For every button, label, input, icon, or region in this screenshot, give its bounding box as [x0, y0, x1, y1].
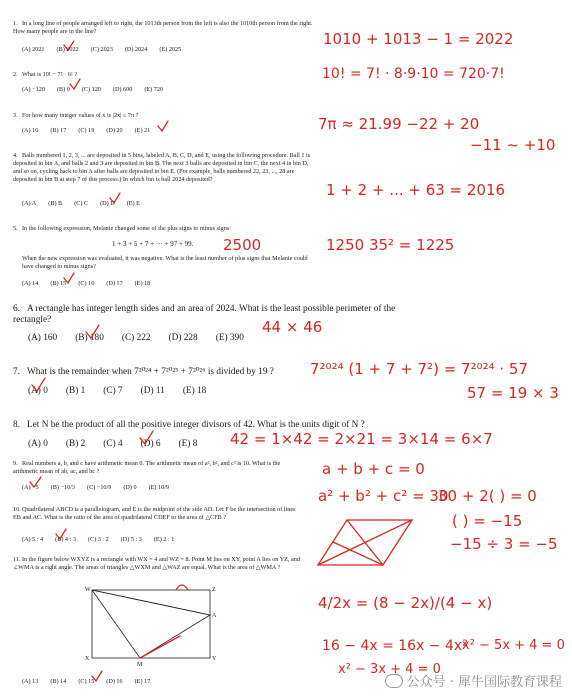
question-number: 7.: [13, 367, 20, 377]
question-5-text-2: When the new expression was evaluated, it was negative. What is the least number of plus signs that Melanie could have changed to minus signs?: [22, 255, 308, 270]
figure-annotation: [140, 636, 180, 658]
option-c[interactable]: (C) 16: [78, 280, 95, 287]
handwritten-note-q9d: ( ) = −15: [452, 512, 523, 530]
question-number: 1.: [13, 20, 18, 27]
option-b[interactable]: (B) 14: [50, 678, 67, 685]
option-b[interactable]: (B) 2022: [56, 46, 79, 53]
question-5-equation: 1 + 3 + 5 + 7 + ··· + 97 + 99.: [112, 240, 194, 248]
option-c[interactable]: (C) 3 : 2: [87, 536, 109, 543]
option-d[interactable]: (D) 2024: [124, 46, 148, 53]
handwritten-note-q5b: 1250 35² = 1225: [326, 236, 455, 254]
option-e[interactable]: (E) 21: [134, 127, 151, 134]
check-mark: [64, 273, 74, 283]
option-e[interactable]: (E) 10/9: [148, 484, 170, 491]
handwritten-note-q3: 7π ≈ 21.99 −22 + 20: [318, 115, 480, 133]
question-text: Balls numbered 1, 2, 3, ... are deposited in 5 bins, labeled A, B, C, D, and E, using the following procedure. Ball 1 is deposited in bin A, and balls 2 and 3 are deposited in bin B. The next 3 balls are deposited in bin C, the next 4 in bin D, and so on, cycling back to bin A after balls are deposited in bin E. (For example, balls numbered 22, 23, ..., 28 are deposited in bin B at step 7 of this process.) In which bin is ball 2024 deposited?: [13, 152, 311, 183]
handwritten-note-q9c: 30 + 2( ) = 0: [438, 487, 537, 505]
diagonal-sketch: [347, 520, 383, 565]
option-d[interactable]: (D) 16: [106, 678, 123, 685]
question-number: 6.: [13, 304, 20, 314]
question-number: 9.: [13, 460, 18, 467]
check-mark: [56, 529, 66, 539]
option-a[interactable]: (A) A: [22, 200, 37, 207]
label-z: Z: [212, 587, 216, 593]
question-number: 5.: [13, 225, 18, 232]
option-e[interactable]: (E) 2025: [159, 46, 182, 53]
label-a: A: [212, 613, 217, 619]
option-a[interactable]: (A) 5 : 4: [22, 536, 44, 543]
option-e[interactable]: (E) E: [126, 200, 140, 207]
option-b[interactable]: (B) 17: [50, 127, 67, 134]
option-c[interactable]: (C) 222: [121, 333, 151, 343]
check-mark: [158, 121, 168, 131]
option-a[interactable]: (A) 0: [28, 386, 48, 396]
option-b[interactable]: (B) 15: [50, 280, 67, 287]
check-mark: [30, 477, 41, 487]
option-a[interactable]: (A) −5: [22, 484, 39, 491]
option-c[interactable]: (C) 120: [81, 86, 101, 93]
option-d[interactable]: (D) 0: [123, 484, 137, 491]
handwritten-note-q9e: −15 ÷ 3 = −5: [450, 535, 558, 553]
option-b[interactable]: (B) B: [48, 200, 63, 207]
option-d[interactable]: (D) 17: [106, 280, 123, 287]
option-a[interactable]: (A) 16: [22, 127, 39, 134]
check-mark: [86, 325, 99, 338]
option-a[interactable]: (A) 13: [22, 678, 39, 685]
handwritten-note-q8: 42 = 1×42 = 2×21 = 3×14 = 6×7: [230, 430, 493, 448]
option-d[interactable]: (D) 5 : 3: [120, 536, 142, 543]
option-a[interactable]: (A) 14: [22, 280, 39, 287]
wechat-logo-icon: [385, 674, 403, 688]
handwritten-note-q2: 10! = 7! · 8·9·10 = 720·7!: [322, 66, 505, 82]
check-mark: [64, 41, 74, 50]
option-c[interactable]: (C) −10/9: [87, 484, 112, 491]
question-text: What is the remainder when 7²⁰²⁴ + 7²⁰²⁵ + 7²⁰²⁶ is divided by 19 ?: [27, 367, 274, 377]
check-mark: [110, 193, 120, 203]
handwritten-note-q11b: 16 − 4x = 16x − 4x²: [322, 638, 468, 654]
handwritten-note-q7: 7²⁰²⁴ (1 + 7 + 7²) = 7²⁰²⁴ · 57: [310, 360, 529, 378]
question-text: For how many integer values of x is |2x| ≤ 7π ?: [22, 112, 139, 119]
label-m: M: [137, 662, 143, 668]
handwritten-note-q4: 1 + 2 + ... + 63 = 2016: [326, 181, 506, 199]
option-c[interactable]: (C) C: [74, 200, 89, 207]
option-c[interactable]: (C) 15: [78, 678, 95, 685]
handwritten-note-q6: 44 × 46: [262, 318, 323, 336]
option-a[interactable]: (A) 160: [28, 333, 58, 343]
handwritten-note-q11a: 4/2x = (8 − 2x)/(4 − x): [318, 594, 493, 612]
option-d[interactable]: (D) 11: [140, 386, 165, 396]
figure-annotation: [176, 585, 188, 590]
question-text: Real numbers a, b, and c have arithmetic mean 0. The arithmetic mean of a², b², and c² is 10. What is the arithmetic mean of ab, ac, and bc ?: [13, 460, 281, 475]
option-b[interactable]: (B) −10/3: [50, 484, 76, 491]
check-mark: [140, 431, 153, 444]
question-number: 4.: [13, 152, 18, 159]
label-y: Y: [212, 656, 217, 662]
check-mark: [92, 671, 102, 681]
question-number: 2.: [13, 71, 18, 78]
handwritten-note-q11d: x² − 3x + 4 = 0: [338, 662, 441, 677]
option-e[interactable]: (E) 18: [182, 386, 207, 396]
option-c[interactable]: (C) 7: [103, 386, 123, 396]
option-e[interactable]: (E) 17: [134, 678, 151, 685]
question-number: 11.: [13, 556, 21, 563]
option-e[interactable]: (E) 390: [215, 333, 244, 343]
question-text: What is 10! − 7! · 6! ?: [22, 71, 78, 78]
option-b[interactable]: (B) 180: [75, 333, 104, 343]
option-c[interactable]: (C) 2023: [90, 46, 113, 53]
question-number: 3.: [13, 112, 18, 119]
option-c[interactable]: (C) 4: [103, 439, 123, 449]
question-text: Let N be the product of all the positive integer divisors of 42. What is the units digit of N ?: [27, 420, 365, 430]
watermark: [385, 671, 562, 690]
option-d[interactable]: (D) 600: [112, 86, 133, 93]
question-text: A rectangle has integer length sides and an area of 2024. What is the least possible perimeter of the rectangle?: [13, 304, 396, 325]
option-a[interactable]: (A) 2021: [22, 46, 45, 53]
check-mark: [32, 378, 45, 391]
check-mark: [70, 79, 80, 89]
option-c[interactable]: (C) 19: [78, 127, 95, 134]
question-text: In the following expression, Melanie changed some of the plus signs to minus signs:: [22, 225, 231, 232]
option-b[interactable]: (B) 0: [56, 86, 70, 93]
handwritten-note-q7b: 57 = 19 × 3: [467, 384, 559, 402]
question-text: Quadrilateral ABCD is a parallelogram, and E is the midpoint of the side AD. Let F be the intersection of lines EB and AC. What is the ratio of the area of quadrilateral CDEF to the area of △CFB ?: [13, 506, 296, 521]
option-d[interactable]: (D) 228: [168, 333, 198, 343]
option-e[interactable]: (E) 2 : 1: [153, 536, 175, 543]
option-d[interactable]: (D) D: [100, 200, 115, 207]
handwritten-note-q1: 1010 + 1013 − 1 = 2022: [323, 30, 514, 48]
option-a[interactable]: (A) −120: [22, 86, 45, 93]
option-b[interactable]: (B) 4 : 3: [55, 536, 76, 543]
option-a[interactable]: (A) 0: [28, 439, 48, 449]
label-w: W: [85, 587, 91, 593]
handwritten-note-q5a: 2500: [223, 236, 262, 254]
watermark-text: 公众号 · 犀牛国际教育课程: [406, 675, 562, 690]
question-text: In the figure below WXYZ is a rectangle with WX = 4 and WZ = 8. Point M lies on XY, point A lies on YZ, and ∠WMA is a right angle. The areas of triangles △WXM and △WAZ are equal. What is the area of △WMA ?: [13, 556, 300, 571]
option-d[interactable]: (D) 20: [106, 127, 123, 134]
option-e[interactable]: (E) 720: [144, 86, 164, 93]
label-x: X: [85, 656, 90, 662]
option-e[interactable]: (E) 18: [134, 280, 151, 287]
handwritten-note-q9a: a + b + c = 0: [322, 460, 425, 478]
question-number: 10.: [13, 506, 21, 513]
option-b[interactable]: (B) 1: [65, 386, 86, 396]
handwritten-note-q3b: −11 ~ +10: [470, 136, 556, 154]
option-d[interactable]: (D) 6: [140, 439, 161, 449]
handwritten-note-q11c: x² − 5x + 4 = 0: [462, 638, 565, 653]
question-text: In a long line of people arranged left to right, the 1013th person from the left is also the 1010th person from the right. How many people are in the line?: [13, 20, 313, 35]
question-number: 8.: [13, 420, 20, 430]
option-b[interactable]: (B) 2: [65, 439, 86, 449]
handwritten-note-q9b: a² + b² + c² = 30: [318, 487, 449, 505]
option-e[interactable]: (E) 8: [178, 439, 198, 449]
